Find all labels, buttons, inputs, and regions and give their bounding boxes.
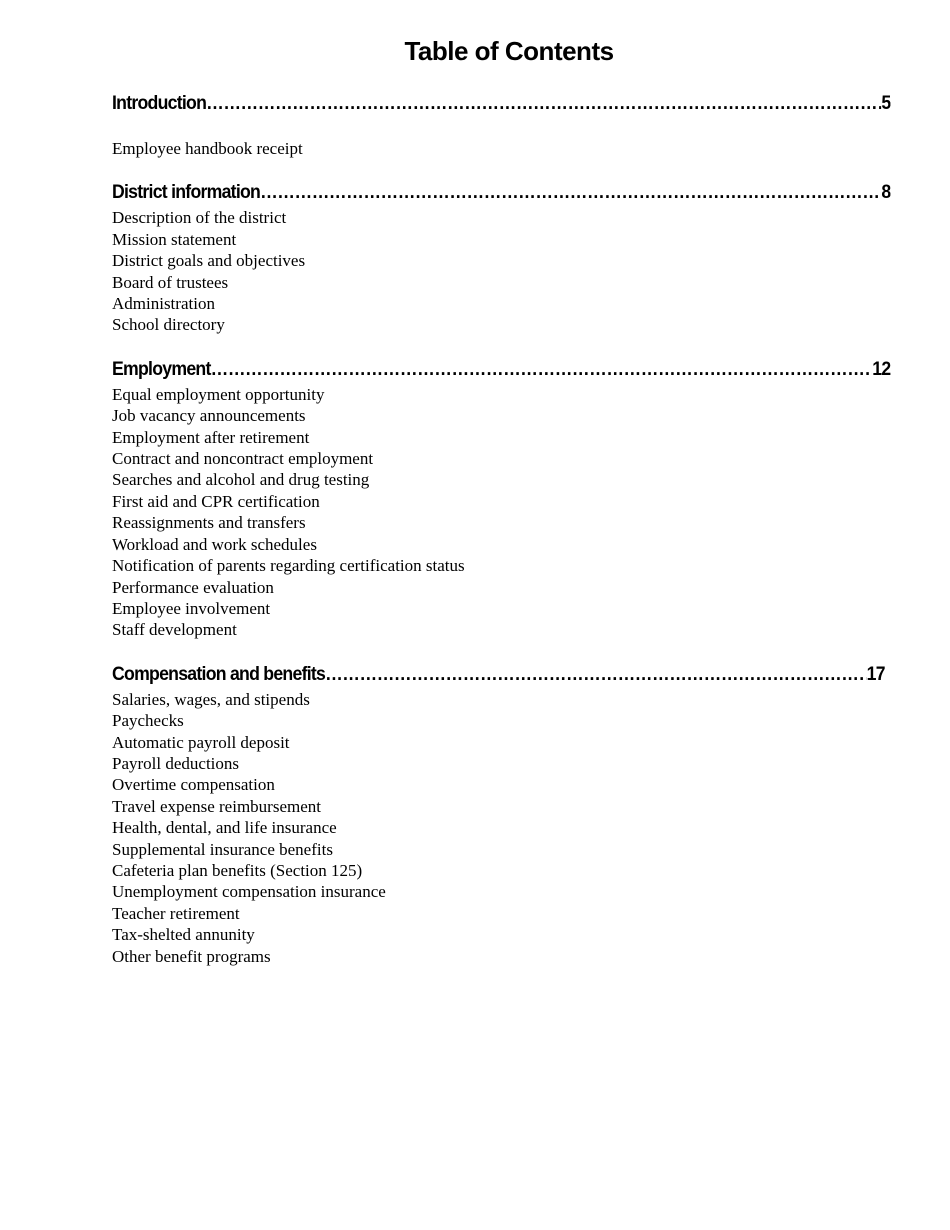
- toc-subitem: Employee handbook receipt: [112, 139, 303, 158]
- dot-leader: [325, 661, 867, 689]
- toc-subitem: Mission statement: [112, 229, 237, 249]
- toc-subitem: Salaries, wages, and stipends: [112, 689, 310, 709]
- toc-subitem: Performance evaluation: [112, 577, 274, 597]
- toc-heading-label: Compensation and benefits: [112, 663, 326, 685]
- toc-subitem: Description of the district: [112, 208, 287, 228]
- toc-heading[interactable]: [112, 661, 885, 689]
- toc-subitem: Job vacancy announcements: [112, 406, 306, 426]
- toc-section-compensation-and-benefits: [112, 661, 892, 967]
- toc-page-number: 5: [881, 93, 891, 114]
- toc-page-number: 8: [881, 182, 891, 204]
- toc-heading-label: Introduction: [112, 93, 207, 114]
- toc-subitem: District goals and objectives: [112, 251, 306, 271]
- toc-subitem: Reassignments and transfers: [112, 513, 306, 533]
- toc-subitem: Unemployment compensation insurance: [112, 882, 386, 902]
- toc-subitem: Travel expense reimbursement: [112, 796, 321, 816]
- toc-subitem: Employee involvement: [112, 598, 271, 618]
- toc-subitem: Payroll deductions: [112, 753, 240, 773]
- toc-heading[interactable]: [112, 179, 890, 207]
- dot-leader: [211, 356, 873, 384]
- toc-heading-label: District information: [112, 182, 261, 204]
- toc-subitems: [112, 384, 892, 641]
- toc-subitem: Cafeteria plan benefits (Section 125): [112, 860, 363, 880]
- dot-leader: [260, 179, 881, 207]
- toc-subitem: Tax-shelted annunity: [112, 925, 255, 945]
- toc-subitem: Automatic payroll deposit: [112, 732, 290, 752]
- toc-subitem: Board of trustees: [112, 272, 229, 292]
- toc-subitem: Health, dental, and life insurance: [112, 818, 337, 838]
- toc-subitems: [112, 207, 892, 335]
- toc-subitems: [112, 689, 892, 967]
- toc-heading-label: Employment: [112, 358, 211, 380]
- toc-subitem: Contract and noncontract employment: [112, 449, 374, 469]
- toc-subitem: School directory: [112, 315, 225, 335]
- toc-subitem: Overtime compensation: [112, 775, 275, 795]
- toc-subitem: Administration: [112, 294, 215, 314]
- toc-subitem: Other benefit programs: [112, 946, 271, 966]
- toc-heading[interactable]: [112, 90, 890, 118]
- toc-section-district-information: [112, 179, 892, 335]
- toc-section-employment: [112, 356, 892, 641]
- toc-section-introduction: [112, 90, 892, 159]
- toc-subitems: [112, 138, 892, 159]
- toc-subitem: Supplemental insurance benefits: [112, 839, 333, 859]
- table-of-contents: [112, 90, 892, 967]
- toc-subitem: First aid and CPR certification: [112, 491, 320, 511]
- toc-subitem: Staff development: [112, 620, 237, 640]
- toc-subitem: Notification of parents regarding certification status: [112, 556, 465, 576]
- toc-subitem: Workload and work schedules: [112, 534, 317, 554]
- dot-leader: [206, 90, 881, 118]
- toc-page-number: 17: [866, 663, 885, 685]
- toc-subitem: Employment after retirement: [112, 427, 310, 447]
- toc-heading[interactable]: [112, 356, 890, 384]
- toc-subitem: Teacher retirement: [112, 903, 240, 923]
- toc-subitem: Paychecks: [112, 711, 184, 731]
- page-title: Table of Contents: [404, 36, 614, 66]
- toc-subitem: Searches and alcohol and drug testing: [112, 470, 370, 490]
- toc-page-number: 12: [872, 358, 891, 380]
- toc-subitem: Equal employment opportunity: [112, 384, 325, 404]
